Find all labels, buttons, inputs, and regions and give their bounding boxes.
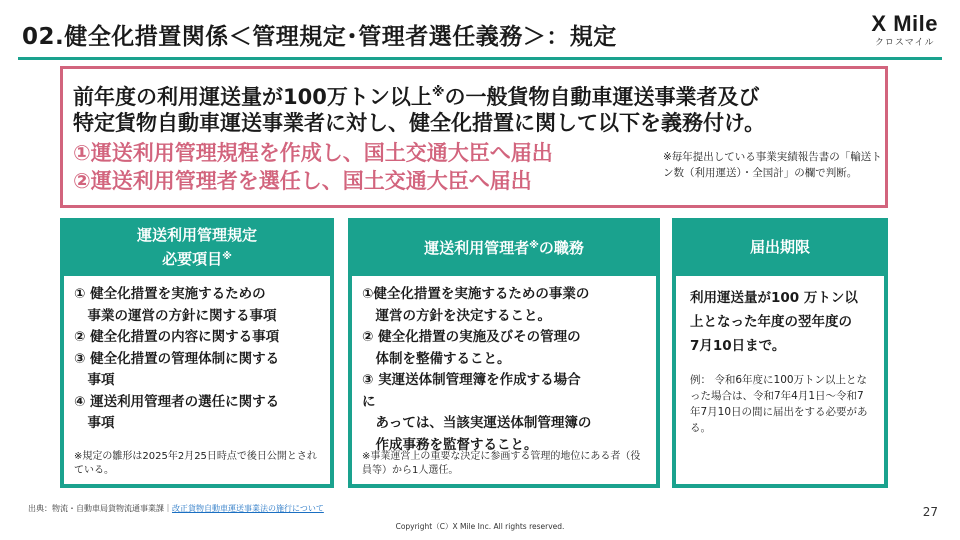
deadline-example: 例： 令和6年度に100万トン以上となった場合は、令和7年4月1日～令和7年7月10日の間に届出をする必要がある。: [690, 374, 868, 434]
logo-subtitle: クロスマイル: [874, 38, 935, 48]
card-manager-duties: [348, 218, 660, 488]
headline-line-1: [73, 79, 759, 111]
card-deadline-title: 届出期限: [749, 237, 810, 256]
title-underline: [18, 57, 942, 60]
obligation-2: ②運送利用管理者を選任し、国土交通大臣へ届出: [73, 169, 532, 193]
list-item: ② 健全化措置の内容に関する事項: [74, 329, 280, 345]
list-item: 事業の運営の方針に関する事項: [74, 307, 277, 324]
card-manager-duties-title-rest: の職務: [538, 239, 584, 257]
list-item: ④ 運送利用管理者の選任に関する: [74, 393, 280, 410]
list-item: 作成事務を監督すること。: [362, 436, 538, 453]
card-deadline: [672, 218, 888, 488]
list-item: ③ 実運送体制管理簿を作成する場合: [362, 372, 581, 388]
headline-line-1-rest: の一般貨物自動車運送事業者及び: [444, 85, 760, 109]
card-manager-duties-title: 運送利用管理者: [424, 239, 530, 257]
headline-footnote: ※毎年提出している事業実績報告書の「輸送トン数（利用運送）・全国計」の欄で判断。: [663, 151, 882, 179]
deadline-line: 上となった年度の翌年度の: [690, 314, 852, 330]
card-manager-duties-body: [352, 276, 656, 484]
headline-footnote-mark: ※: [431, 85, 445, 100]
card-deadline-body: [676, 276, 884, 484]
headline-line-2: 特定貨物自動車運送事業者に対し、健全化措置に関して以下を義務付け。: [73, 111, 766, 135]
list-item: ② 健全化措置の実施及びその管理の: [362, 329, 581, 345]
list-item: に: [362, 393, 376, 410]
copyright: Copyright（C）X Mile Inc. All rights reserved.: [395, 522, 565, 531]
card-required-items-body: [64, 276, 330, 484]
obligation-1: ①運送利用管理規程を作成し、国土交通大臣へ届出: [73, 141, 553, 165]
deadline-line: 7月10日まで。: [690, 338, 786, 354]
card-required-items-title-1: 運送利用管理規定: [136, 225, 257, 244]
list-item: あっては、当該実運送体制管理簿の: [362, 415, 592, 431]
headline-box: [60, 66, 888, 208]
deadline-text: [686, 286, 874, 358]
card-deadline-header: [672, 218, 888, 276]
card-manager-duties-footnote-mark: ※: [529, 240, 539, 251]
source-link[interactable]: 改正貨物自動車運送事業法の施行について: [172, 504, 324, 513]
deadline-line: 利用運送量が100 万トン以: [690, 290, 858, 306]
list-item: ③ 健全化措置の管理体制に関する: [74, 350, 280, 367]
card-manager-duties-header: [348, 218, 660, 276]
list-item: 運営の方針を決定すること。: [362, 307, 551, 324]
list-item: 事項: [74, 372, 115, 388]
source-citation: [28, 503, 324, 514]
card-required-items-note: ※規定の雛形は2025年2月25日時点で後日公開とされている。: [74, 451, 317, 476]
list-item: ① 健全化措置を実施するための: [74, 286, 266, 302]
card-manager-duties-note: ※事業運営上の重要な決定に参画する管理的地位にある者（役員等）から1人選任。: [362, 451, 641, 476]
list-item: 事項: [74, 415, 115, 431]
list-item: 体制を整備すること。: [362, 350, 511, 367]
card-required-items-title-2: 必要項目: [162, 249, 223, 268]
source-prefix: 出典：物流・自動車局貨物流通事業課｜: [28, 504, 172, 513]
logo-wordmark: X Mile: [871, 11, 938, 36]
card-required-items-header: [60, 218, 334, 276]
page-title: 02.健全化措置関係＜管理規定･管理者選任義務＞：規定: [22, 24, 617, 50]
page-number: 27: [922, 505, 938, 519]
headline-line-1-text: 前年度の利用運送量が100万トン以上: [73, 85, 432, 109]
card-required-items-footnote-mark: ※: [222, 250, 232, 262]
company-logo: [871, 12, 938, 48]
list-item: ①健全化措置を実施するための事業の: [362, 286, 590, 302]
card-required-items: [60, 218, 334, 488]
